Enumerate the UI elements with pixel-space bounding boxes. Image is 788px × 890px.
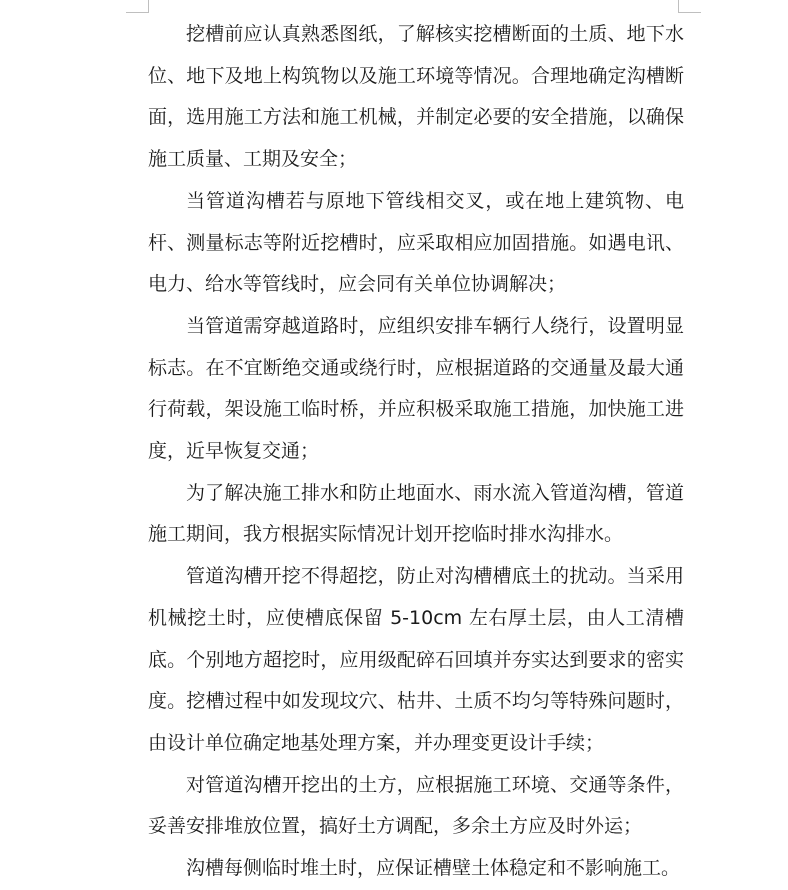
paragraph-pipeline-crossing: 当管道沟槽若与原地下管线相交叉，或在地上建筑物、电杆、测量标志等附近挖槽时，应采取相应加固措施。如遇电讯、电力、给水等管线时，应会同有关单位协调解决； <box>148 189 684 296</box>
paragraph-excavation-prep: 挖槽前应认真熟悉图纸，了解核实挖槽断面的土质、地下水位、地下及地上构筑物以及施工环境等情况。合理地确定沟槽断面，选用施工方法和施工机械，并制定必要的安全措施，以确保施工质量、工期及安全； <box>148 23 684 171</box>
paragraph-drainage: 为了解决施工排水和防止地面水、雨水流入管道沟槽，管道施工期间，我方根据实际情况计划开挖临时排水沟排水。 <box>148 481 684 546</box>
margin-corner-mark-left <box>126 0 149 13</box>
paragraph-road-crossing: 当管道需穿越道路时，应组织安排车辆行人绕行，设置明显标志。在不宜断绝交通或绕行时，应根据道路的交通量及最大通行荷载，架设施工临时桥，并应积极采取施工措施，加快施工进度，近早恢复交通； <box>148 314 684 463</box>
document-body <box>148 14 684 890</box>
paragraph-temporary-stockpile: 沟槽每侧临时堆土时，应保证槽壁土体稳定和不影响施工。 <box>186 857 681 880</box>
paragraph-spoil-placement: 对管道沟槽开挖出的土方，应根据施工环境、交通等条件，妥善安排堆放位置，搞好土方调配，多余土方应及时外运； <box>148 773 684 838</box>
margin-corner-mark-right <box>678 0 701 13</box>
paragraph-no-overdig: 管道沟槽开挖不得超挖，防止对沟槽槽底土的扰动。当采用机械挖土时，应使槽底保留 5-10cm 左右厚土层，由人工清槽底。个别地方超挖时，应用级配碎石回填并夯实达到要求的密实度。挖槽过程中如发现坟穴、枯井、土质不均匀等特殊问题时，由设计单位确定地基处理方案，并办理变更设计手续； <box>148 565 684 754</box>
